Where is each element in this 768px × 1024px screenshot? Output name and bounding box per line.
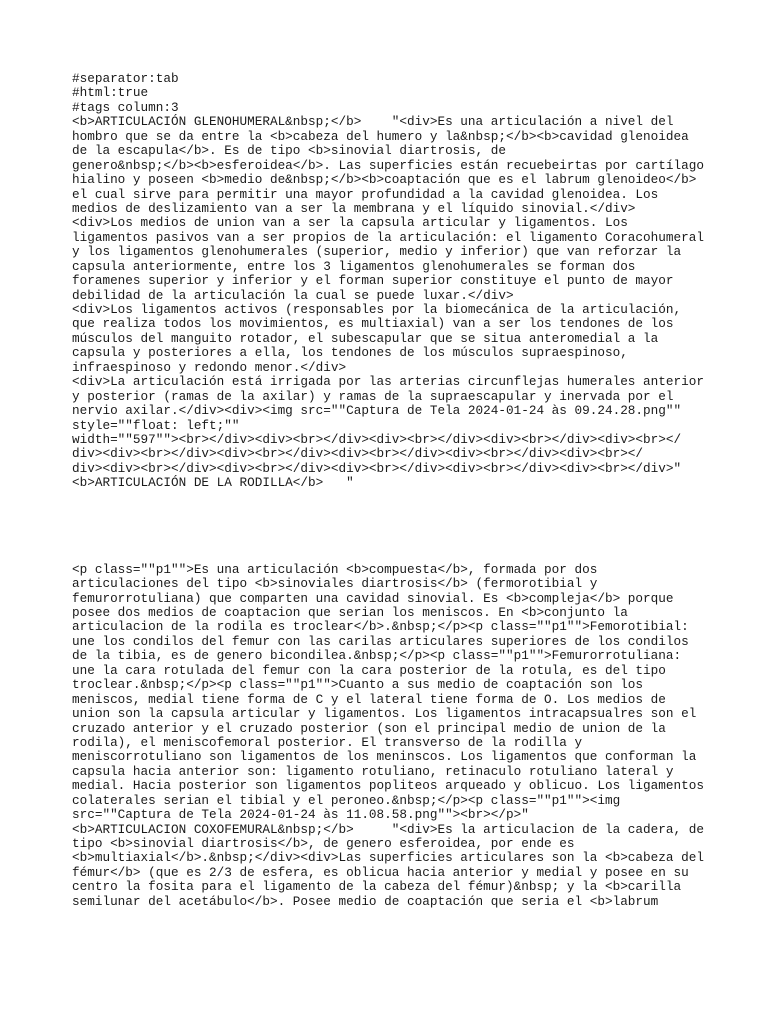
- text-line: troclear.&nbsp;</p><p class=""p1"">Cuanto a sus medio de coaptación son los: [72, 677, 644, 693]
- text-line: une los condilos del femur con las carilas articulares superiores de los condilos: [72, 633, 689, 649]
- text-line: debilidad de la articulación la cual se puede luxar.</div>: [72, 287, 514, 303]
- text-line: <b>ARTICULACIÓN GLENOHUMERAL&nbsp;</b> "<div>Es una articulación a nivel del: [72, 114, 674, 130]
- text-line: medial. Hacia posterior son ligamentos popliteos arqueado y oblicuo. Los ligamentos: [72, 778, 704, 794]
- text-line: de la escapula</b>. Es de tipo <b>sinovial diartrosis, de: [72, 143, 506, 159]
- text-line: #tags column:3: [72, 99, 179, 115]
- text-line: meniscos, medial tiene forma de C y el lateral tiene forma de O. Los medios de: [72, 691, 666, 707]
- text-line: <b>multiaxial</b>.&nbsp;</div><div>Las superficies articulares son la <b>cabeza del: [72, 850, 704, 866]
- text-line: <div>Los medios de union van a ser la capsula articular y ligamentos. Los: [72, 215, 628, 231]
- text-line: <b>ARTICULACIÓN DE LA RODILLA</b> ": [72, 475, 354, 491]
- text-line: capsula hacia anterior son: ligamento rotuliano, retinaculo rotuliano lateral y: [72, 763, 674, 779]
- text-line: genero&nbsp;</b><b>esferoidea</b>. Las superficies están recuebeirtas por cartílago: [72, 157, 704, 173]
- text-line: rodila), el meniscofemoral posterior. El transverso de la rodilla y: [72, 734, 583, 750]
- text-line: <b>ARTICULACION COXOFEMURAL&nbsp;</b> "<div>Es la articulacion de la cadera, de: [72, 821, 704, 837]
- text-line: articulaciones del tipo <b>sinoviales diartrosis</b> (fermorotibial y: [72, 576, 598, 592]
- text-line: y posterior (ramas de la axilar) y ramas de la supraescapular y inervada por el: [72, 388, 674, 404]
- text-line: #html:true: [72, 85, 149, 101]
- text-line: el cual sirve para permitir una mayor profundidad a la cavidad glenoidea. Los: [72, 186, 659, 202]
- text-line: músculos del manguito rotador, el subescapular que se situa anteromedial a la: [72, 330, 659, 346]
- text-line: <div>Los ligamentos activos (responsables por la biomecánica de la articulación,: [72, 302, 682, 317]
- text-line: nervio axilar.</div><div><img src=""Captura de Tela 2024-01-24 às 09.24.28.png"": [72, 403, 682, 419]
- text-line: centro la fosita para el ligamento de la cabeza del fémur)&nbsp; y la <b>carilla: [72, 879, 682, 895]
- text-line: ligamentos pasivos van a ser propios de la articulación: el ligamento Coracohumeral: [72, 229, 704, 245]
- text-line: tipo <b>sinovial diartrosis</b>, de genero esferoidea, por ende es: [72, 836, 575, 851]
- text-line: cruzado anterior y el cruzado posterior (son el principal medio de union de la: [72, 720, 666, 736]
- text-line: union son la capsula articular y ligamentos. Los ligamentos intracapsualres son el: [72, 706, 697, 722]
- text-line: articulacion de la rodila es troclear</b>.&nbsp;</p><p class=""p1"">Femorotibial:: [72, 619, 689, 635]
- text-line: capsula y posteriores a ella, los tendones de los músculos supraespinoso,: [72, 345, 628, 361]
- blank-space: [72, 491, 708, 563]
- text-line: colaterales serian el tibial y el peroneo.&nbsp;</p><p class=""p1""><img: [72, 792, 621, 808]
- text-line: #separator:tab: [72, 71, 179, 86]
- text-line: posee dos medios de coaptacion que serian los meniscos. En <b>conjunto la: [72, 605, 628, 620]
- text-line: <p class=""p1"">Es una articulación <b>compuesta</b>, formada por dos: [72, 561, 598, 577]
- text-line: width=""597""><br></div><div><br></div><div><br></div><div><br></div><div><br></: [72, 431, 682, 447]
- text-line: hialino y poseen <b>medio de&nbsp;</b><b>coaptación que es el labrum glenoideo</b>: [72, 172, 697, 188]
- text-line: y los ligamentos glenohumerales (superior, medio y inferior) que van reforzar la: [72, 244, 682, 260]
- text-line: div><div><br></div><div><br></div><div><br></div><div><br></div><div><br></div>": [72, 460, 682, 476]
- text-line: semilunar del acetábulo</b>. Posee medio de coaptación que seria el <b>labrum: [72, 893, 659, 909]
- text-line: fémur</b> (que es 2/3 de esfera, es oblicua hacia anterior y medial y posee en su: [72, 864, 689, 880]
- text-line: de la tibia, es de genero bicondilea.&nbsp;</p><p class=""p1"">Femurorrotuliana:: [72, 648, 682, 664]
- text-line: hombro que se da entre la <b>cabeza del humero y la&nbsp;</b><b>cavidad glenoidea: [72, 128, 689, 144]
- text-line: infraespinoso y redondo menor.</div>: [72, 359, 347, 375]
- text-line: div><div><br></div><div><br></div><div><br></div><div><br></div><div><br></: [72, 446, 644, 462]
- text-line: foramenes superior y inferior y el forman superior constituye el punto de mayor: [72, 273, 674, 289]
- text-line: medios de deslizamiento van a ser la membrana y el líquido sinovial.</div>: [72, 200, 636, 216]
- text-line: capsula anteriormente, entre los 3 ligamentos glenohumerales se forman dos: [72, 258, 636, 274]
- text-line: <div>La articulación está irrigada por las arterias circunflejas humerales anterior: [72, 374, 704, 390]
- text-line: femurorrotuliana) que comparten una cavidad sinovial. Es <b>compleja</b> porque: [72, 590, 674, 606]
- document-page: [72, 72, 708, 909]
- text-block-glenohumeral: [72, 72, 708, 491]
- text-line: style=""float: left;"": [72, 417, 240, 433]
- text-line: une la cara rotulada del femur con la cara posterior de la rotula, es del tipo: [72, 662, 666, 678]
- text-line: que realiza todos los movimientos, es multiaxial) van a ser los tendones de los: [72, 316, 674, 332]
- text-block-rodilla-coxofemoral: [72, 563, 708, 910]
- text-line: meniscorrotuliano son ligamentos de los meninscos. Los ligamentos que conforman la: [72, 749, 697, 765]
- text-line: src=""Captura de Tela 2024-01-24 às 11.08.58.png""><br></p>": [72, 807, 529, 823]
